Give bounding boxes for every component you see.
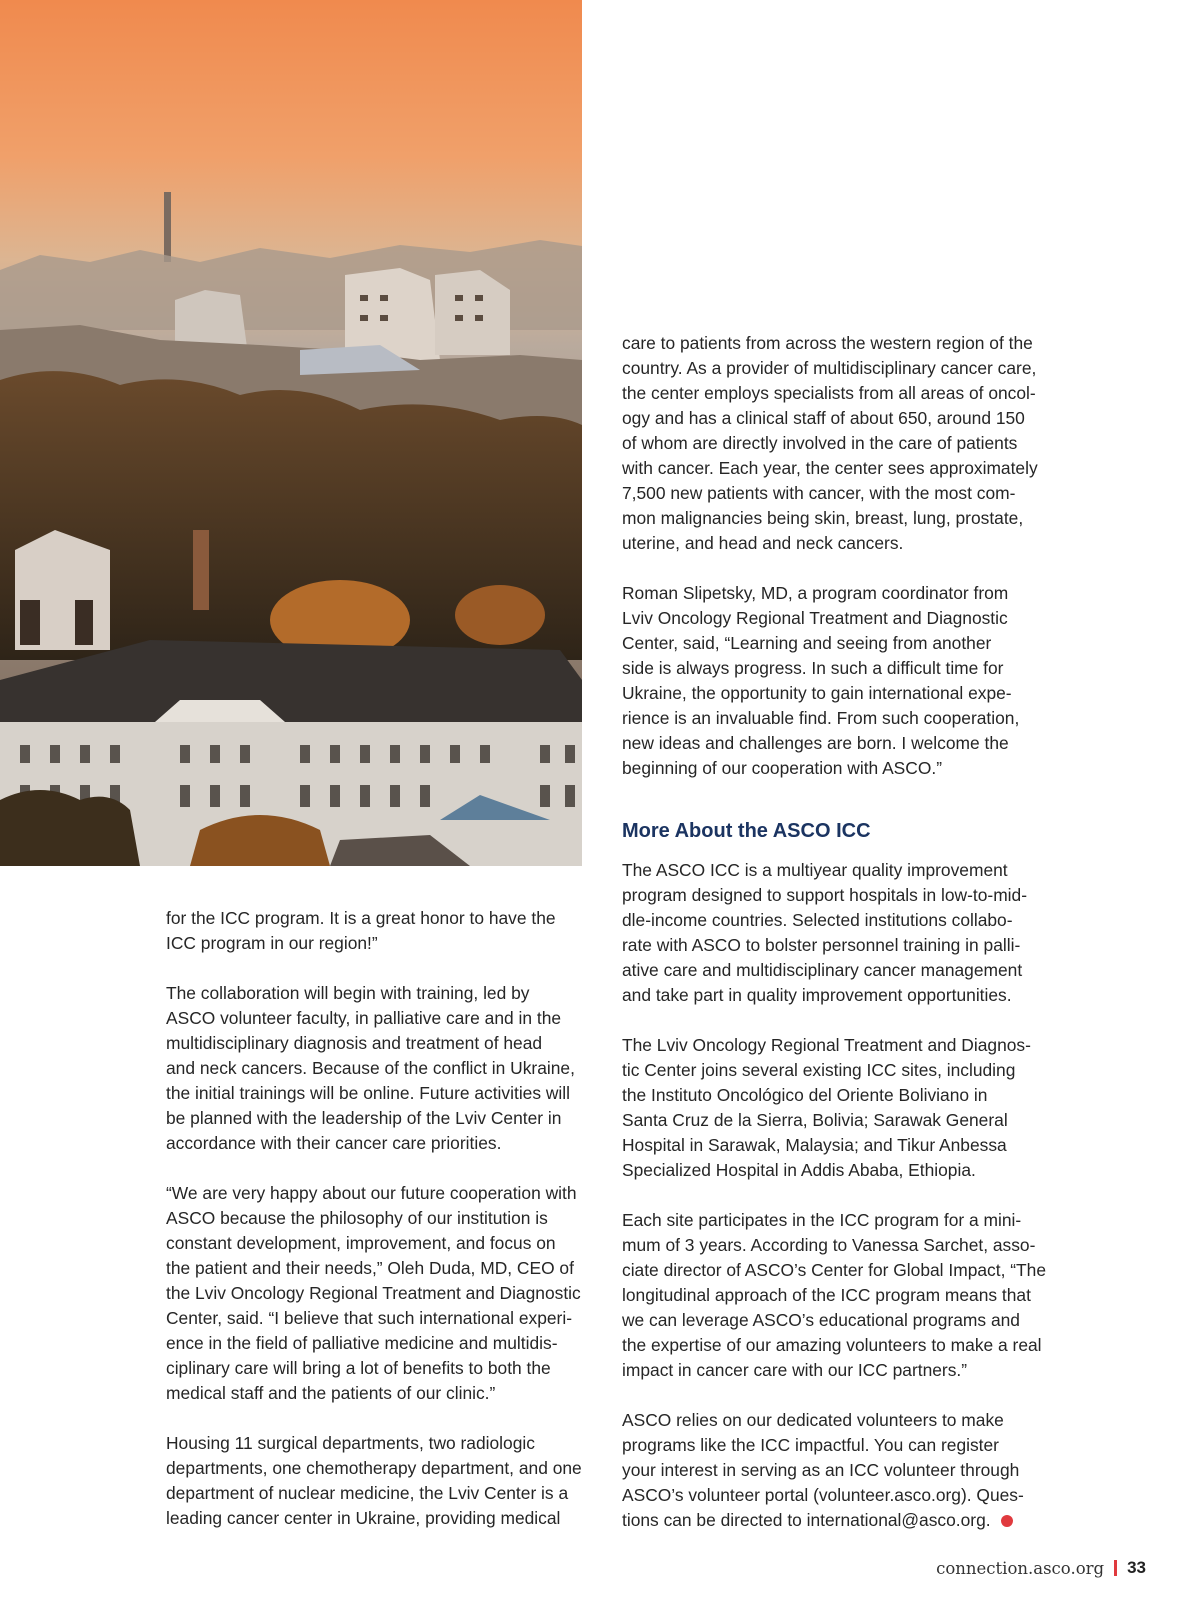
- photo-illustration: [0, 0, 582, 866]
- section-heading: More About the ASCO ICC: [622, 820, 871, 842]
- paragraph: The ASCO ICC is a multiyear quality improvement program designed to support hospitals in low-to-mid- dle-income countries. Selected institutions collabo- rate with ASCO to bolster personnel training in palli- ative care and multidisciplinary cancer management and take part in quality improvement opportunities.: [622, 860, 1028, 1005]
- right-column-top: [622, 331, 1062, 806]
- paragraph: Each site participates in the ICC program for a mini- mum of 3 years. According to Vanessa Sarchet, asso- ciate director of ASCO’s Center for Global Impact, “The longitudinal approach of the ICC program means that we can leverage ASCO’s educational programs and the expertise of our amazing volunteers to make a real impact in cancer care with our ICC partners.”: [622, 1210, 1046, 1380]
- footer-site-link[interactable]: connection.asco.org: [936, 1558, 1105, 1578]
- end-mark-icon: [1001, 1515, 1013, 1527]
- paragraph: “We are very happy about our future cooperation with ASCO because the philosophy of our institution is constant development, improvement, and focus on the patient and their needs,” Oleh Duda, MD, CEO of the Lviv Oncology Regional Treatment and Diagnostic Center, said. “I believe that such international experi- ence in the field of palliative medicine and multidis- ciplinary care will bring a lot of benefits to both the medical staff and the patients of our clinic.”: [166, 1183, 581, 1403]
- paragraph: for the ICC program. It is a great honor to have the ICC program in our region!”: [166, 908, 556, 953]
- city-skyline-photo: [0, 0, 582, 866]
- paragraph-text: ASCO relies on our dedicated volunteers to make programs like the ICC impactful. You can register your interest in serving as an ICC volunteer through ASCO’s volunteer portal (volunteer.asco.org). Ques- tions can be directed to international@asco.org.: [622, 1410, 1024, 1530]
- paragraph: Housing 11 surgical departments, two radiologic departments, one chemotherapy department, and one department of nuclear medicine, the Lviv Center is a leading cancer center in Ukraine, providing medical: [166, 1433, 582, 1528]
- footer-divider: [1114, 1560, 1117, 1576]
- left-column: [166, 906, 606, 1556]
- page-number: 33: [1127, 1558, 1146, 1577]
- section-body: [622, 858, 1062, 1558]
- last-paragraph: [622, 1408, 1062, 1533]
- paragraph: Roman Slipetsky, MD, a program coordinator from Lviv Oncology Regional Treatment and Diagnostic Center, said, “Learning and seeing from another side is always progress. In such a difficult time for Ukraine, the opportunity to gain international expe- rience is an invaluable find. From such cooperation, new ideas and challenges are born. I welcome the beginning of our cooperation with ASCO.”: [622, 583, 1020, 778]
- paragraph: care to patients from across the western region of the country. As a provider of multidisciplinary cancer care, the center employs specialists from all areas of oncol- ogy and has a clinical staff of about 650, around 150 of whom are directly involved in the care of patients with cancer. Each year, the center sees approximately 7,500 new patients with cancer, with the most com- mon malignancies being skin, breast, lung, prostate, uterine, and head and neck cancers.: [622, 333, 1038, 553]
- page-footer: [936, 1558, 1146, 1578]
- paragraph: The Lviv Oncology Regional Treatment and Diagnos- tic Center joins several existing ICC sites, including the Instituto Oncológico del Oriente Boliviano in Santa Cruz de la Sierra, Bolivia; Sarawak General Hospital in Sarawak, Malaysia; and Tikur Anbessa Specialized Hospital in Addis Ababa, Ethiopia.: [622, 1035, 1031, 1180]
- paragraph: The collaboration will begin with training, led by ASCO volunteer faculty, in palliative care and in the multidisciplinary diagnosis and treatment of head and neck cancers. Because of the conflict in Ukraine, the initial trainings will be online. Future activities will be planned with the leadership of the Lviv Center in accordance with their cancer care priorities.: [166, 983, 575, 1153]
